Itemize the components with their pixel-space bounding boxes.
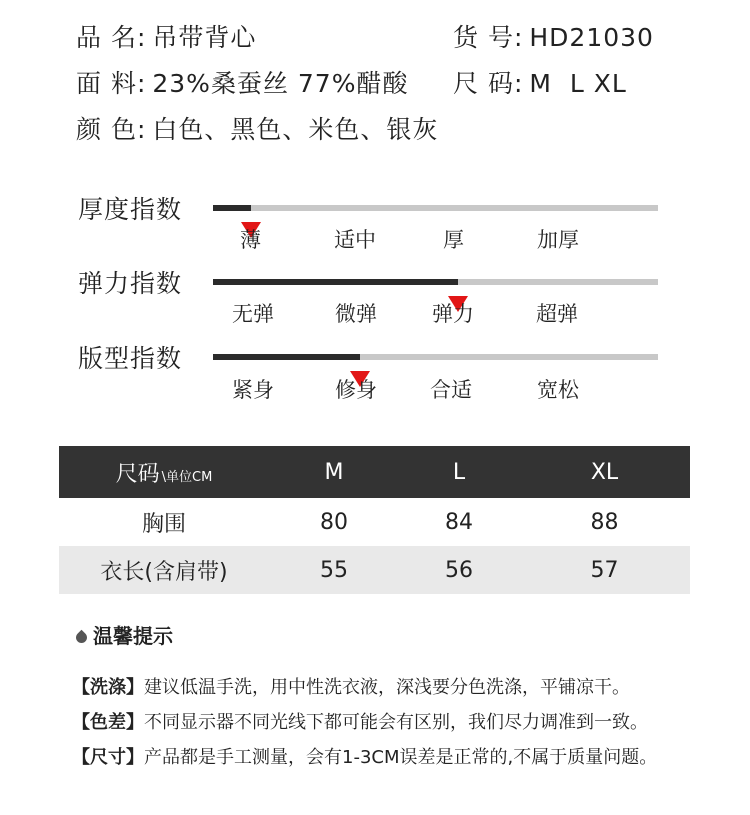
fit-scale bbox=[78, 339, 678, 409]
table-row bbox=[59, 546, 690, 594]
scale-bar-fill bbox=[213, 354, 360, 360]
product-sku-row bbox=[453, 18, 654, 54]
scale-title: 弹力指数 bbox=[78, 269, 183, 298]
tips-title-text: 温馨提示 bbox=[93, 624, 173, 648]
scale-level: 修身 bbox=[335, 378, 377, 402]
table-row bbox=[59, 498, 690, 546]
scale-level: 加厚 bbox=[537, 228, 579, 252]
water-drop-icon bbox=[74, 630, 90, 646]
product-sku-label: 货 号: bbox=[453, 23, 524, 52]
size-table bbox=[59, 446, 690, 594]
scale-bar bbox=[213, 205, 658, 211]
product-fabric-label: 面 料: bbox=[76, 69, 147, 98]
product-sku-value: HD21030 bbox=[529, 23, 654, 52]
product-name-row bbox=[76, 18, 256, 54]
elasticity-scale bbox=[78, 264, 678, 334]
scale-level: 无弹 bbox=[232, 302, 274, 326]
table-cell: 84 bbox=[399, 498, 519, 546]
tip-tag: 【尺寸】 bbox=[72, 747, 144, 768]
product-color-row bbox=[76, 110, 438, 146]
size-header-l: L bbox=[399, 446, 519, 498]
scale-bar bbox=[213, 279, 658, 285]
size-header-m: M bbox=[269, 446, 399, 498]
product-color-value: 白色、黑色、米色、银灰 bbox=[152, 115, 439, 144]
tip-text: 建议低温手洗，用中性洗衣液，深浅要分色洗涤，平铺凉干。 bbox=[144, 677, 630, 698]
scale-bar bbox=[213, 354, 658, 360]
size-table-header bbox=[59, 446, 690, 498]
scale-level: 薄 bbox=[240, 228, 261, 252]
product-size-label: 尺 码: bbox=[453, 69, 524, 98]
size-header-label: 尺码 bbox=[115, 461, 160, 487]
scale-level: 紧身 bbox=[232, 378, 274, 402]
product-size-row bbox=[453, 64, 627, 100]
product-fabric-value: 23%桑蚕丝 77%醋酸 bbox=[152, 69, 409, 98]
scale-level: 宽松 bbox=[537, 378, 579, 402]
scale-bar-fill bbox=[213, 205, 251, 211]
tip-item-size bbox=[72, 743, 657, 769]
thickness-scale bbox=[78, 190, 678, 260]
scale-title: 版型指数 bbox=[78, 344, 183, 373]
product-size-value: M L XL bbox=[529, 69, 627, 98]
table-cell: 57 bbox=[519, 546, 690, 594]
size-header-unit: \单位CM bbox=[161, 469, 213, 485]
table-cell: 88 bbox=[519, 498, 690, 546]
table-cell: 55 bbox=[269, 546, 399, 594]
row-label: 衣长(含肩带) bbox=[59, 546, 269, 594]
table-cell: 56 bbox=[399, 546, 519, 594]
scale-level: 微弹 bbox=[335, 302, 377, 326]
row-label: 胸围 bbox=[59, 498, 269, 546]
scale-level: 超弹 bbox=[536, 302, 578, 326]
scale-level: 合适 bbox=[430, 378, 472, 402]
product-fabric-row bbox=[76, 64, 408, 100]
tip-item-washing bbox=[72, 673, 630, 699]
scale-title: 厚度指数 bbox=[78, 195, 183, 224]
size-header-cell bbox=[59, 446, 269, 498]
product-name-label: 品 名: bbox=[76, 23, 147, 52]
scale-level: 厚 bbox=[443, 228, 464, 252]
tip-text: 不同显示器不同光线下都可能会有区别，我们尽力调准到一致。 bbox=[144, 712, 648, 733]
scale-level: 适中 bbox=[334, 228, 376, 252]
tip-text: 产品都是手工测量，会有1-3CM误差是正常的,不属于质量问题。 bbox=[144, 747, 658, 768]
tip-tag: 【洗涤】 bbox=[72, 677, 144, 698]
scale-level: 弹力 bbox=[432, 302, 474, 326]
product-color-label: 颜 色: bbox=[76, 115, 147, 144]
tip-tag: 【色差】 bbox=[72, 712, 144, 733]
size-header-xl: XL bbox=[519, 446, 690, 498]
product-name-value: 吊带背心 bbox=[152, 23, 257, 52]
tips-title bbox=[76, 620, 173, 649]
scale-bar-fill bbox=[213, 279, 458, 285]
table-cell: 80 bbox=[269, 498, 399, 546]
tip-item-color-difference bbox=[72, 708, 648, 734]
